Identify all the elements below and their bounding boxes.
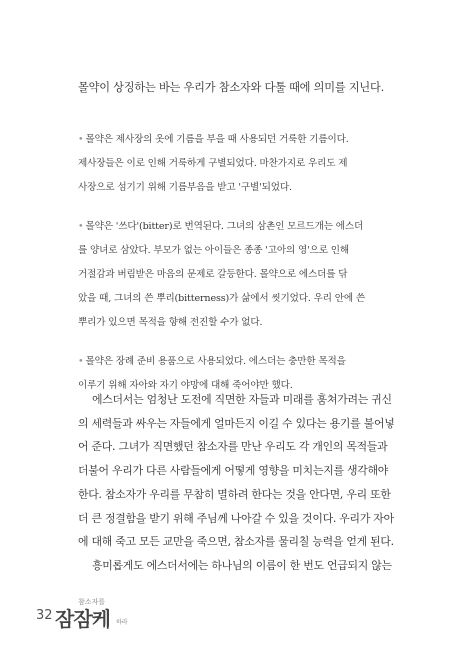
bullet-icon: • [78, 356, 84, 367]
book-title-logo: 잠잠케 [55, 607, 110, 631]
body-line: 에 대해 죽고 모든 교만을 죽으면, 참소자를 물리칠 능력을 얻게 된다. [78, 535, 394, 549]
notes-list [78, 128, 378, 413]
note-line: 거절감과 버림받은 마음의 문제로 갈등한다. 몰약으로 에스더를 닦 [78, 269, 348, 280]
note-line: 를 양녀로 삼았다. 부모가 없는 아이들은 종종 '고아의 영'으로 인해 [78, 245, 350, 256]
intro-paragraph: 몰약이 상징하는 바는 우리가 참소자와 다툴 때에 의미를 지닌다. [78, 81, 384, 94]
body-line: 에스더서는 엄청난 도전에 직면한 자들과 미래를 훔쳐가려는 귀신 [92, 393, 392, 406]
note-line: 사장으로 섬기기 위해 기름부음을 받고 '구별'되었다. [78, 182, 292, 193]
body-line: 의 세력들과 싸우는 자들에게 얼마든지 이길 수 있다는 용기를 불어넣 [78, 416, 395, 430]
body-line: 어 준다. 그녀가 직면했던 참소자를 만난 우리도 각 개인의 목적들과 [78, 440, 388, 454]
note-line: 이루기 위해 자아와 자기 야망에 대해 죽어야만 했다. [78, 380, 293, 391]
note-line: 았을 때, 그녀의 쓴 뿌리(bitterness)가 삶에서 씻기었다. 우리 안에 쓴 [78, 293, 366, 304]
note-line: 뿌리가 있으면 목적을 향해 전진할 수가 없다. [78, 317, 263, 328]
book-title-small-bottom: 하라 [116, 619, 128, 626]
note-line: 제사장들은 이로 인해 거룩하게 구별되었다. 마찬가지로 우리도 제 [78, 158, 348, 169]
body-line: 더 큰 정결함을 받기 위해 주님께 나아갈 수 있을 것이다. 우리가 자아 [78, 511, 394, 525]
body-line: 흥미롭게도 에스더서에는 하나님의 이름이 한 번도 언급되지 않는 [92, 558, 392, 572]
page-footer [36, 595, 156, 633]
note-item [78, 128, 378, 200]
body-line: 더불어 우리가 다른 사람들에게 어떻게 영향을 미치는지를 생각해야 [78, 464, 389, 478]
bullet-icon: • [78, 221, 84, 232]
bullet-icon: • [78, 134, 84, 145]
note-line [78, 128, 378, 152]
note-item [78, 215, 378, 335]
page-number: 32 [36, 608, 53, 623]
note-text: 몰약은 '쓰다'(bitter)로 번역된다. 그녀의 삼촌인 모르드개는 에스더 [85, 221, 364, 232]
body-line: 한다. 참소자가 우리를 무참히 멸하려 한다는 것을 안다면, 우리 또한 [78, 487, 391, 501]
note-text: 몰약은 제사장의 옷에 기름을 부을 때 사용되던 거룩한 기름이다. [85, 134, 349, 145]
note-line [78, 215, 378, 239]
body-paragraph [78, 388, 395, 578]
book-title-small-top: 참소자를 [78, 598, 106, 606]
note-line [78, 350, 378, 374]
note-text: 몰약은 장례 준비 용품으로 사용되었다. 에스더는 충만한 목적을 [85, 356, 346, 367]
